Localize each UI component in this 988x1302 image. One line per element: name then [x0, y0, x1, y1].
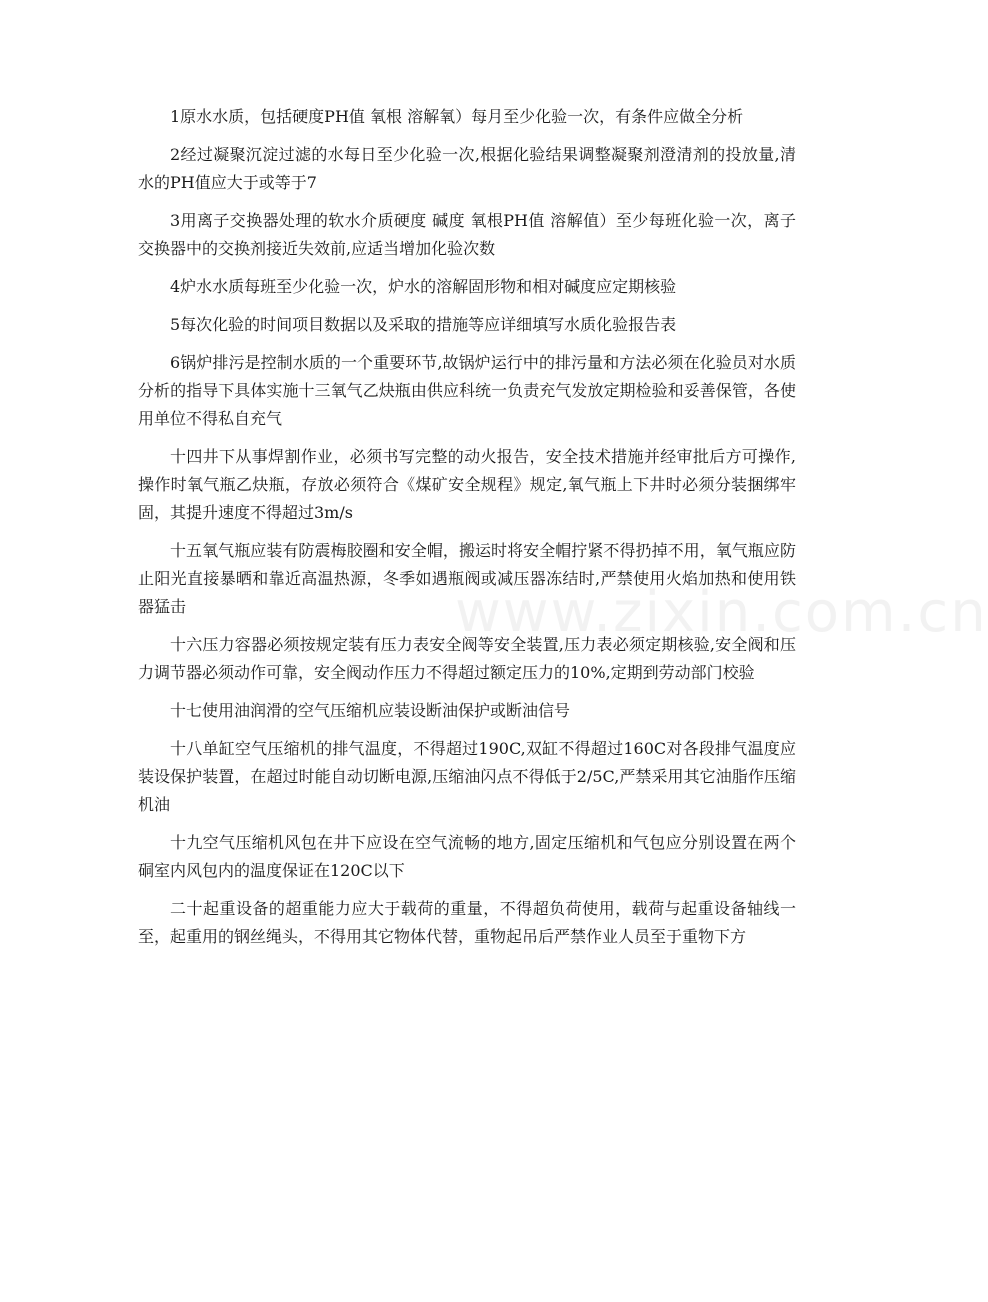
paragraph-18: 十八单缸空气压缩机的排气温度，不得超过190C,双缸不得超过160C对各段排气温度应装设保护装置，在超过时能自动切断电源,压缩油闪点不得低于2/5C,严禁采用其它油脂作压缩机油 [138, 739, 796, 814]
watermark: www.zixin.com.cn [455, 580, 988, 645]
paragraph-14: 十四井下从事焊割作业，必须书写完整的动火报告，安全技术措施并经审批后方可操作,操作时氧气瓶乙炔瓶，存放必须符合《煤矿安全规程》规定,氧气瓶上下井时必须分装捆绑牢固，其提升速度不得超过3m/s [138, 447, 796, 522]
paragraph-6: 6锅炉排污是控制水质的一个重要环节,故锅炉运行中的排污量和方法必须在化验员对水质分析的指导下具体实施十三氧气乙炔瓶由供应科统一负责充气发放定期检验和妥善保管，各使用单位不得私自充气 [138, 353, 796, 428]
paragraph-16: 十六压力容器必须按规定装有压力表安全阀等安全装置,压力表必须定期核验,安全阀和压力调节器必须动作可靠，安全阀动作压力不得超过额定压力的10%,定期到劳动部门校验 [138, 635, 796, 682]
paragraph-20: 二十起重设备的超重能力应大于载荷的重量，不得超负荷使用，载荷与起重设备轴线一至，起重用的钢丝绳头，不得用其它物体代替，重物起吊后严禁作业人员至于重物下方 [138, 899, 796, 946]
paragraph-3: 3用离子交换器处理的软水介质硬度 碱度 氧根PH值 溶解值）至少每班化验一次，离子交换器中的交换剂接近失效前,应适当增加化验次数 [138, 211, 796, 258]
paragraph-1: 1原水水质，包括硬度PH值 氧根 溶解氧）每月至少化验一次，有条件应做全分析 [170, 107, 744, 126]
paragraph-4: 4炉水水质每班至少化验一次，炉水的溶解固形物和相对碱度应定期核验 [170, 277, 677, 296]
paragraph-17: 十七使用油润滑的空气压缩机应装设断油保护或断油信号 [170, 701, 571, 720]
document-body [138, 103, 796, 961]
paragraph-19: 十九空气压缩机风包在井下应设在空气流畅的地方,固定压缩机和气包应分别设置在两个硐室内风包内的温度保证在120C以下 [138, 833, 796, 880]
paragraph-15: 十五氧气瓶应装有防震梅胶圈和安全帽，搬运时将安全帽拧紧不得扔掉不用，氧气瓶应防止阳光直接暴晒和靠近高温热源，冬季如遇瓶阀或减压器冻结时,严禁使用火焰加热和使用铁器猛击 [138, 541, 796, 616]
paragraph-2: 2经过凝聚沉淀过滤的水每日至少化验一次,根据化验结果调整凝聚剂澄清剂的投放量,清水的PH值应大于或等于7 [138, 145, 796, 192]
paragraph-5: 5每次化验的时间项目数据以及采取的措施等应详细填写水质化验报告表 [170, 315, 677, 334]
